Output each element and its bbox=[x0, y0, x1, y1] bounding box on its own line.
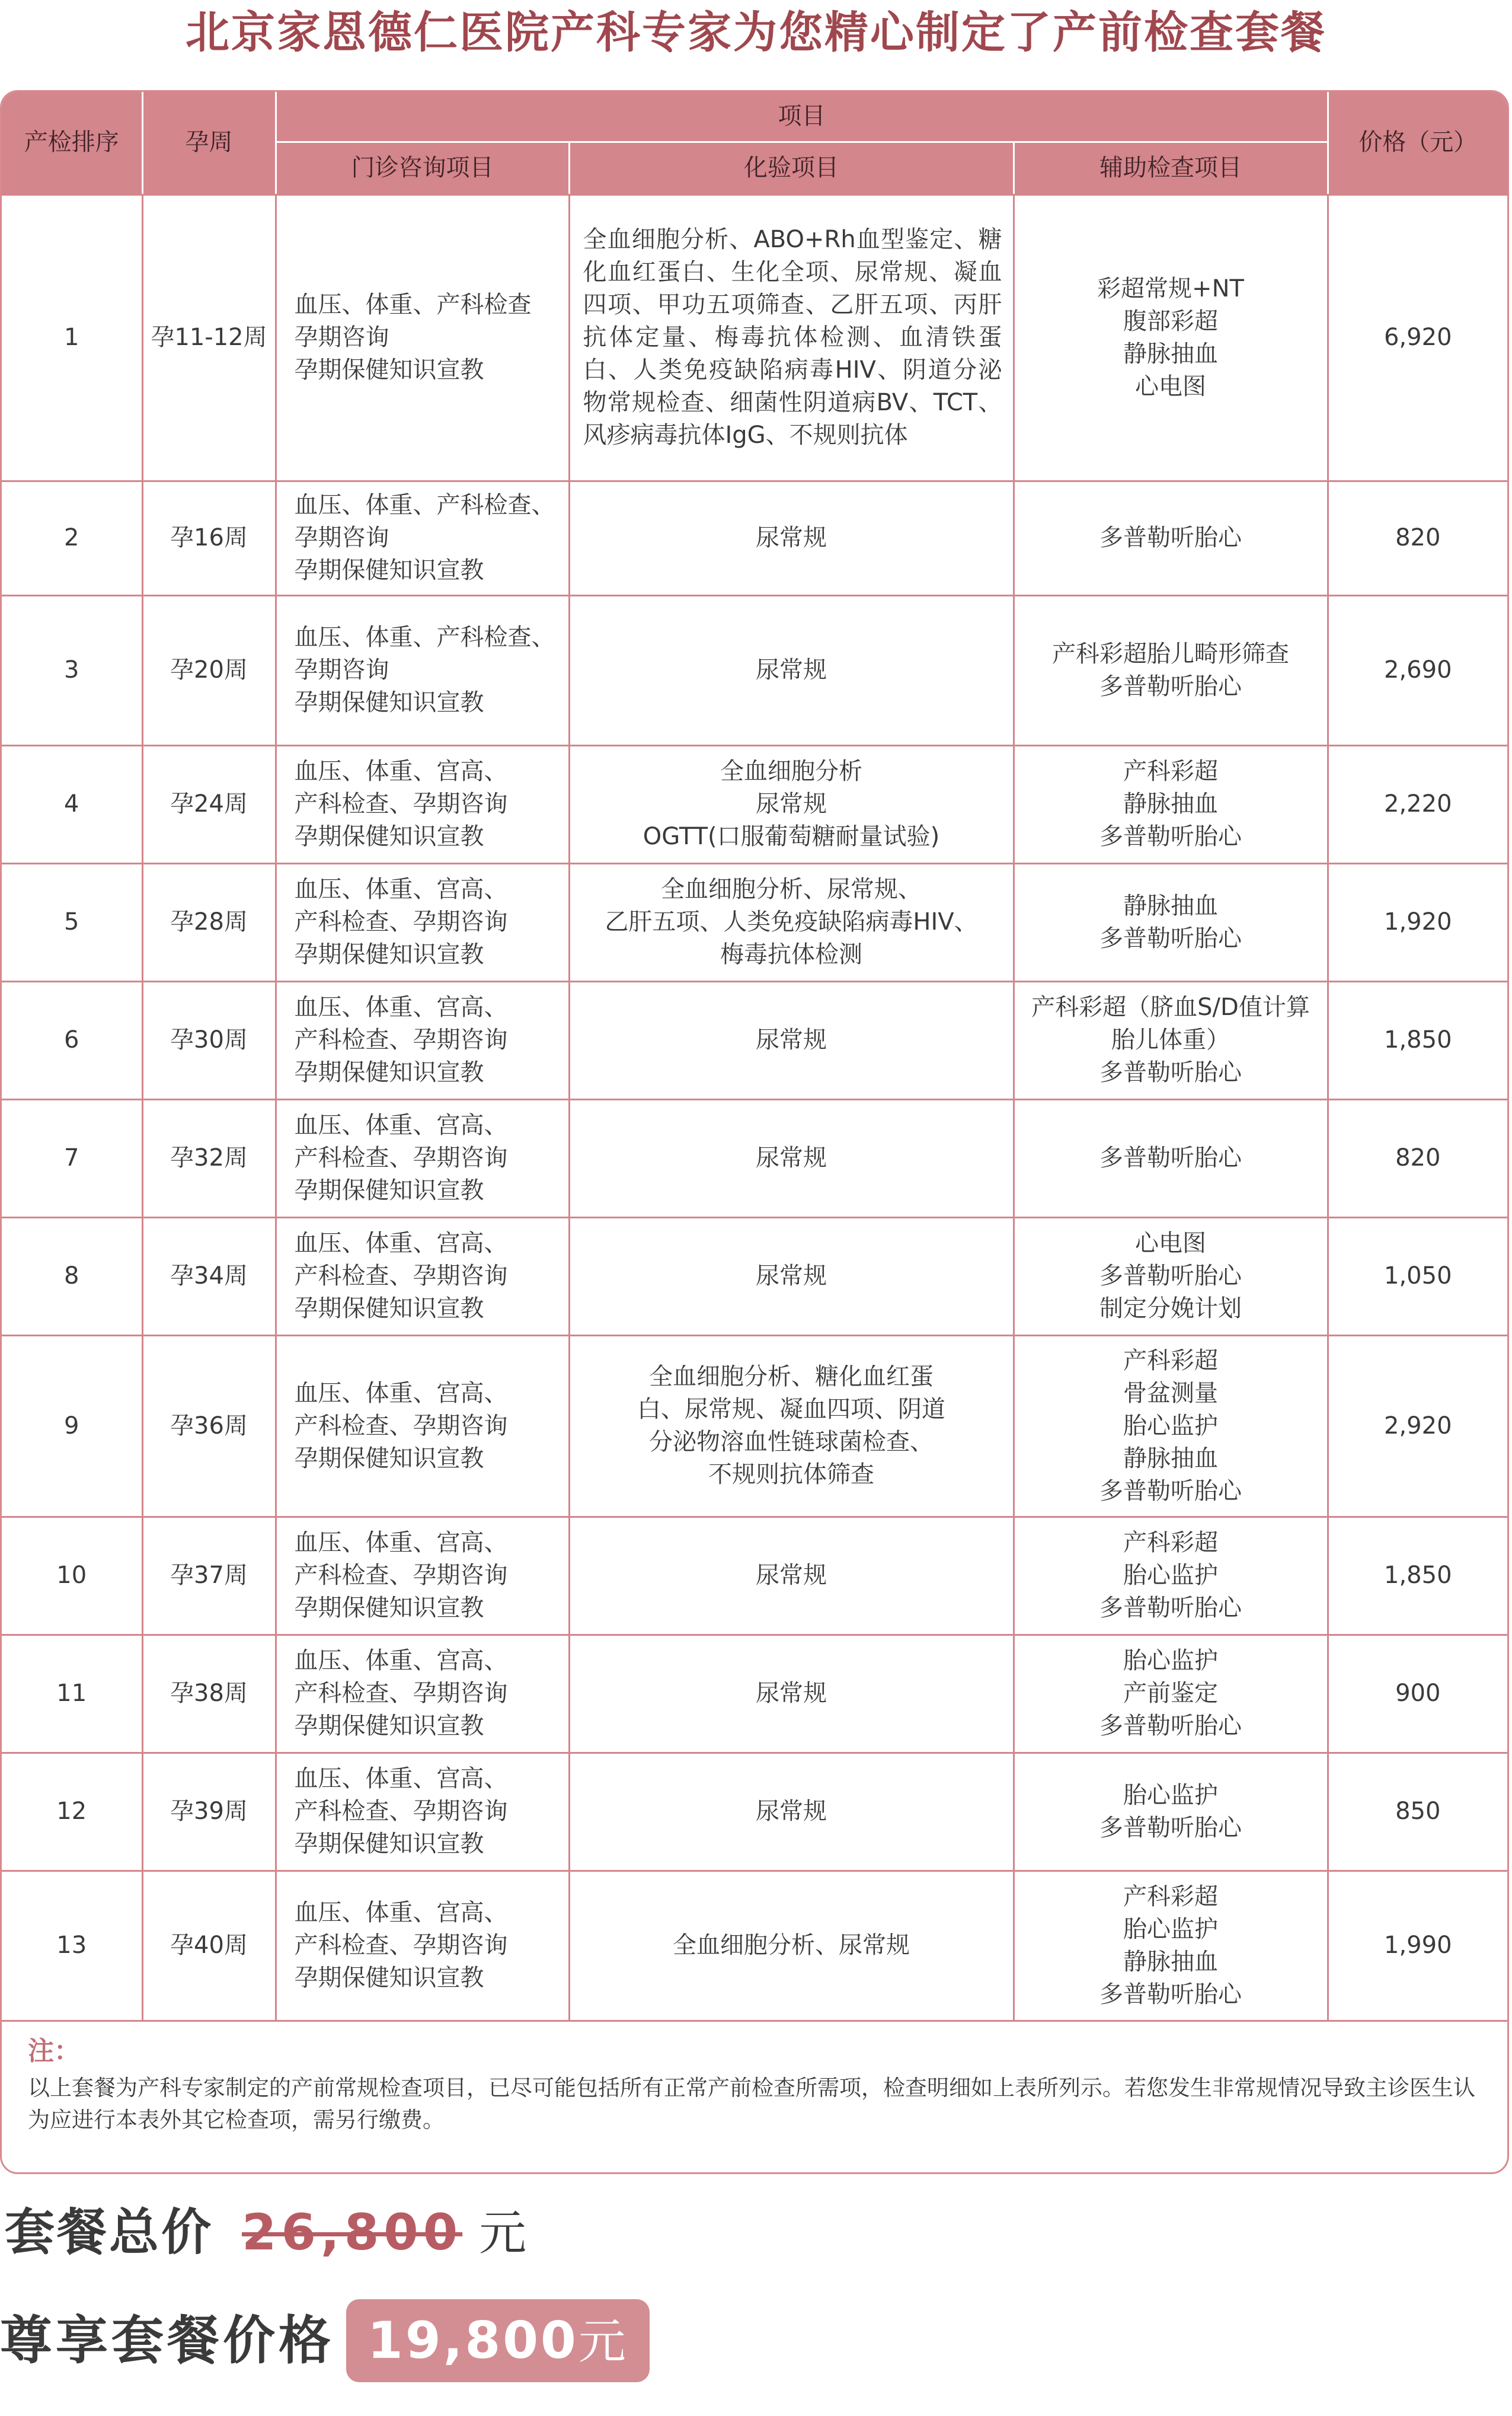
cell-price: 1,990 bbox=[1328, 1871, 1507, 2021]
cell-consult-line: 血压、体重、宫高、 bbox=[294, 1647, 508, 1674]
cell-aux-line: 多普勒听胎心 bbox=[1099, 672, 1242, 700]
cell-consult-line: 产科检查、孕期咨询 bbox=[294, 1798, 508, 1825]
cell-aux bbox=[1014, 1517, 1328, 1635]
cell-order: 1 bbox=[2, 194, 142, 481]
total-label: 套餐总价 bbox=[5, 2203, 214, 2261]
header-order: 产检排序 bbox=[2, 92, 142, 194]
cell-week: 孕24周 bbox=[142, 745, 276, 863]
cell-aux-line: 静脉抽血 bbox=[1123, 790, 1218, 818]
header-items: 项目 bbox=[276, 92, 1328, 142]
table-row bbox=[2, 1099, 1507, 1217]
cell-lab-line: 不规则抗体筛查 bbox=[708, 1461, 874, 1488]
cell-lab-line: 全血细胞分析、糖化血红蛋 bbox=[649, 1363, 934, 1390]
cell-consult-line: 血压、体重、宫高、 bbox=[294, 1765, 508, 1792]
cell-week: 孕36周 bbox=[142, 1335, 276, 1517]
table-row bbox=[2, 194, 1507, 481]
cell-price: 2,690 bbox=[1328, 595, 1507, 745]
cell-order: 2 bbox=[2, 481, 142, 595]
cell-price: 1,050 bbox=[1328, 1217, 1507, 1335]
cell-aux-line: 静脉抽血 bbox=[1123, 892, 1218, 920]
table-row bbox=[2, 1871, 1507, 2021]
cell-consult-line: 产科检查、孕期咨询 bbox=[294, 1680, 508, 1707]
cell-aux bbox=[1014, 863, 1328, 981]
cell-consult-line: 血压、体重、宫高、 bbox=[294, 1112, 508, 1139]
cell-consult-line: 孕期咨询 bbox=[294, 324, 389, 351]
cell-aux bbox=[1014, 481, 1328, 595]
cell-consult bbox=[276, 981, 569, 1099]
header-price: 价格（元） bbox=[1328, 92, 1507, 194]
cell-price: 820 bbox=[1328, 1099, 1507, 1217]
cell-price: 2,220 bbox=[1328, 745, 1507, 863]
cell-consult-line: 血压、体重、宫高、 bbox=[294, 1899, 508, 1926]
cell-aux-line: 产科彩超（脐血S/D值计算 bbox=[1031, 994, 1310, 1021]
cell-consult-line: 孕期保健知识宣教 bbox=[294, 689, 484, 716]
cell-aux-line: 胎儿体重） bbox=[1111, 1026, 1230, 1054]
note-title: 注： bbox=[28, 2036, 80, 2066]
cell-consult bbox=[276, 1871, 569, 2021]
header-consult: 门诊咨询项目 bbox=[276, 142, 569, 194]
cell-week: 孕20周 bbox=[142, 595, 276, 745]
cell-aux-line: 产科彩超 bbox=[1123, 758, 1218, 785]
cell-consult-line: 孕期保健知识宣教 bbox=[294, 1059, 484, 1086]
cell-aux bbox=[1014, 981, 1328, 1099]
cell-week: 孕38周 bbox=[142, 1635, 276, 1753]
cell-consult-line: 产科检查、孕期咨询 bbox=[294, 1562, 508, 1589]
cell-consult-line: 血压、体重、产科检查 bbox=[294, 291, 532, 318]
cell-consult bbox=[276, 1335, 569, 1517]
cell-consult bbox=[276, 1099, 569, 1217]
cell-consult-line: 产科检查、孕期咨询 bbox=[294, 908, 508, 936]
cell-consult-line: 孕期保健知识宣教 bbox=[294, 823, 484, 850]
cell-consult-line: 血压、体重、宫高、 bbox=[294, 876, 508, 903]
cell-order: 12 bbox=[2, 1753, 142, 1871]
cell-lab: 尿常规 bbox=[569, 1217, 1014, 1335]
cell-aux-line: 多普勒听胎心 bbox=[1099, 524, 1242, 551]
cell-order: 4 bbox=[2, 745, 142, 863]
cell-lab: 尿常规 bbox=[569, 1099, 1014, 1217]
cell-aux bbox=[1014, 745, 1328, 863]
total-original-price: 26,800 bbox=[242, 2203, 463, 2261]
package-panel bbox=[0, 90, 1509, 2174]
cell-week: 孕32周 bbox=[142, 1099, 276, 1217]
cell-price: 1,850 bbox=[1328, 1517, 1507, 1635]
note-text: 以上套餐为产科专家制定的产前常规检查项目，已尽可能包括所有正常产前检查所需项，检查明细如上表所列示。若您发生非常规情况导致主诊医生认为应进行本表外其它检查项，需另行缴费。 bbox=[28, 2075, 1475, 2133]
cell-aux bbox=[1014, 595, 1328, 745]
header-aux: 辅助检查项目 bbox=[1014, 142, 1328, 194]
cell-price: 6,920 bbox=[1328, 194, 1507, 481]
cell-aux-line: 胎心监护 bbox=[1123, 1781, 1218, 1809]
cell-aux-line: 腹部彩超 bbox=[1123, 307, 1218, 335]
page-title: 北京家恩德仁医院产科专家为您精心制定了产前检查套餐 bbox=[186, 7, 1326, 58]
cell-aux-line: 产前鉴定 bbox=[1123, 1680, 1218, 1707]
cell-price: 2,920 bbox=[1328, 1335, 1507, 1517]
cell-week: 孕40周 bbox=[142, 1871, 276, 2021]
header-week: 孕周 bbox=[142, 92, 276, 194]
cell-aux-line: 胎心监护 bbox=[1123, 1647, 1218, 1674]
cell-price: 900 bbox=[1328, 1635, 1507, 1753]
cell-aux bbox=[1014, 194, 1328, 481]
cell-aux-line: 骨盆测量 bbox=[1123, 1379, 1218, 1407]
cell-lab: 尿常规 bbox=[569, 1517, 1014, 1635]
cell-lab: 尿常规 bbox=[569, 1753, 1014, 1871]
cell-consult bbox=[276, 194, 569, 481]
cell-order: 9 bbox=[2, 1335, 142, 1517]
cell-aux-line: 彩超常规+NT bbox=[1097, 275, 1244, 302]
cell-order: 10 bbox=[2, 1517, 142, 1635]
cell-aux-line: 多普勒听胎心 bbox=[1099, 1262, 1242, 1290]
cell-lab: 全血细胞分析、尿常规 bbox=[569, 1871, 1014, 2021]
cell-aux-line: 胎心监护 bbox=[1123, 1562, 1218, 1589]
cell-week: 孕39周 bbox=[142, 1753, 276, 1871]
cell-consult-line: 血压、体重、宫高、 bbox=[294, 1529, 508, 1556]
cell-consult-line: 孕期咨询 bbox=[294, 524, 389, 551]
cell-lab bbox=[569, 745, 1014, 863]
cell-aux-line: 多普勒听胎心 bbox=[1099, 1144, 1242, 1172]
cell-lab: 尿常规 bbox=[569, 595, 1014, 745]
cell-week: 孕11-12周 bbox=[142, 194, 276, 481]
cell-aux-line: 心电图 bbox=[1135, 372, 1206, 400]
special-price-line bbox=[0, 2299, 650, 2382]
cell-aux bbox=[1014, 1335, 1328, 1517]
cell-week: 孕16周 bbox=[142, 481, 276, 595]
cell-consult-line: 产科检查、孕期咨询 bbox=[294, 1026, 508, 1054]
cell-consult bbox=[276, 481, 569, 595]
cell-consult-line: 产科检查、孕期咨询 bbox=[294, 790, 508, 818]
cell-aux-line: 产科彩超胎儿畸形筛查 bbox=[1052, 640, 1289, 668]
cell-consult bbox=[276, 1635, 569, 1753]
cell-consult bbox=[276, 1217, 569, 1335]
cell-consult-line: 孕期保健知识宣教 bbox=[294, 1444, 484, 1472]
table-row bbox=[2, 1753, 1507, 1871]
cell-consult-line: 血压、体重、宫高、 bbox=[294, 1230, 508, 1257]
cell-lab-line: 全血细胞分析、尿常规、 bbox=[661, 876, 922, 903]
cell-aux-line: 静脉抽血 bbox=[1123, 1444, 1218, 1472]
cell-consult bbox=[276, 1753, 569, 1871]
cell-lab: 全血细胞分析、ABO+Rh血型鉴定、糖化血红蛋白、生化全项、尿常规、凝血四项、甲功五项筛查、乙肝五项、丙肝抗体定量、梅毒抗体检测、血清铁蛋白、人类免疫缺陷病毒HIV、阴道分泌物常规检查、细菌性阴道病BV、TCT、风疹病毒抗体IgG、不规则抗体 bbox=[569, 194, 1014, 481]
cell-consult-line: 产科检查、孕期咨询 bbox=[294, 1144, 508, 1172]
cell-aux-line: 多普勒听胎心 bbox=[1099, 1477, 1242, 1505]
cell-aux-line: 胎心监护 bbox=[1123, 1412, 1218, 1440]
cell-consult-line: 孕期咨询 bbox=[294, 656, 389, 684]
cell-order: 5 bbox=[2, 863, 142, 981]
cell-price: 1,920 bbox=[1328, 863, 1507, 981]
cell-lab-line: 分泌物溶血性链球菌检查、 bbox=[649, 1428, 934, 1456]
cell-order: 8 bbox=[2, 1217, 142, 1335]
cell-aux-line: 产科彩超 bbox=[1123, 1882, 1218, 1910]
cell-week: 孕28周 bbox=[142, 863, 276, 981]
cell-lab: 尿常规 bbox=[569, 481, 1014, 595]
cell-aux-line: 制定分娩计划 bbox=[1099, 1295, 1242, 1322]
cell-aux-line: 多普勒听胎心 bbox=[1099, 823, 1242, 850]
cell-aux-line: 产科彩超 bbox=[1123, 1346, 1218, 1374]
cell-lab-line: 尿常规 bbox=[756, 790, 827, 818]
cell-aux-line: 静脉抽血 bbox=[1123, 1948, 1218, 1975]
cell-aux-line: 心电图 bbox=[1135, 1230, 1206, 1257]
cell-consult bbox=[276, 595, 569, 745]
cell-lab-line: 白、尿常规、凝血四项、阴道 bbox=[637, 1396, 945, 1423]
cell-order: 3 bbox=[2, 595, 142, 745]
special-price-badge bbox=[346, 2299, 650, 2382]
table-row bbox=[2, 863, 1507, 981]
cell-lab-line: 全血细胞分析 bbox=[720, 758, 862, 785]
cell-consult-line: 孕期保健知识宣教 bbox=[294, 1177, 484, 1204]
cell-consult-line: 孕期保健知识宣教 bbox=[294, 1295, 484, 1322]
table-row bbox=[2, 1335, 1507, 1517]
cell-aux-line: 静脉抽血 bbox=[1123, 340, 1218, 368]
table-row bbox=[2, 1517, 1507, 1635]
cell-consult-line: 血压、体重、产科检查、 bbox=[294, 492, 555, 519]
cell-consult-line: 孕期保健知识宣教 bbox=[294, 1712, 484, 1740]
cell-order: 6 bbox=[2, 981, 142, 1099]
table-row bbox=[2, 1217, 1507, 1335]
table-row bbox=[2, 981, 1507, 1099]
cell-consult-line: 血压、体重、宫高、 bbox=[294, 994, 508, 1021]
cell-aux bbox=[1014, 1099, 1328, 1217]
cell-lab-line: OGTT(口服葡萄糖耐量试验) bbox=[642, 823, 940, 850]
cell-aux-line: 多普勒听胎心 bbox=[1099, 1712, 1242, 1740]
cell-price: 1,850 bbox=[1328, 981, 1507, 1099]
cell-lab: 尿常规 bbox=[569, 981, 1014, 1099]
cell-price: 820 bbox=[1328, 481, 1507, 595]
cell-consult-line: 产科检查、孕期咨询 bbox=[294, 1262, 508, 1290]
cell-aux-line: 多普勒听胎心 bbox=[1099, 1594, 1242, 1622]
cell-consult-line: 孕期保健知识宣教 bbox=[294, 1594, 484, 1622]
cell-aux bbox=[1014, 1635, 1328, 1753]
special-label: 尊享套餐价格 bbox=[0, 2310, 335, 2371]
cell-aux-line: 多普勒听胎心 bbox=[1099, 1814, 1242, 1841]
cell-consult-line: 产科检查、孕期咨询 bbox=[294, 1932, 508, 1959]
total-unit: 元 bbox=[479, 2206, 529, 2261]
cell-consult bbox=[276, 745, 569, 863]
cell-consult-line: 血压、体重、宫高、 bbox=[294, 1379, 508, 1407]
cell-aux bbox=[1014, 1871, 1328, 2021]
cell-lab-line: 乙肝五项、人类免疫缺陷病毒HIV、 bbox=[605, 908, 978, 936]
cell-consult-line: 血压、体重、产科检查、 bbox=[294, 624, 555, 651]
cell-aux-line: 产科彩超 bbox=[1123, 1529, 1218, 1556]
cell-consult-line: 孕期保健知识宣教 bbox=[294, 1830, 484, 1858]
cell-consult bbox=[276, 863, 569, 981]
table-row bbox=[2, 595, 1507, 745]
cell-consult-line: 孕期保健知识宣教 bbox=[294, 557, 484, 584]
cell-week: 孕37周 bbox=[142, 1517, 276, 1635]
cell-aux bbox=[1014, 1217, 1328, 1335]
cell-consult-line: 孕期保健知识宣教 bbox=[294, 1964, 484, 1991]
cell-price: 850 bbox=[1328, 1753, 1507, 1871]
cell-aux-line: 胎心监护 bbox=[1123, 1915, 1218, 1943]
cell-consult-line: 产科检查、孕期咨询 bbox=[294, 1412, 508, 1440]
table-row bbox=[2, 1635, 1507, 1753]
cell-week: 孕30周 bbox=[142, 981, 276, 1099]
cell-consult-line: 孕期保健知识宣教 bbox=[294, 356, 484, 384]
cell-consult-line: 孕期保健知识宣教 bbox=[294, 941, 484, 968]
cell-aux bbox=[1014, 1753, 1328, 1871]
header-lab: 化验项目 bbox=[569, 142, 1014, 194]
cell-lab bbox=[569, 863, 1014, 981]
cell-order: 13 bbox=[2, 1871, 142, 2021]
cell-lab bbox=[569, 1335, 1014, 1517]
cell-lab: 尿常规 bbox=[569, 1635, 1014, 1753]
table-row bbox=[2, 745, 1507, 863]
cell-aux-line: 多普勒听胎心 bbox=[1099, 1980, 1242, 2008]
cell-order: 7 bbox=[2, 1099, 142, 1217]
package-table bbox=[2, 92, 1507, 2022]
cell-lab-line: 梅毒抗体检测 bbox=[720, 941, 862, 968]
cell-order: 11 bbox=[2, 1635, 142, 1753]
table-body bbox=[2, 194, 1507, 2021]
special-price-unit: 元 bbox=[578, 2314, 628, 2369]
table-row bbox=[2, 481, 1507, 595]
cell-aux-line: 多普勒听胎心 bbox=[1099, 1059, 1242, 1086]
cell-aux-line: 多普勒听胎心 bbox=[1099, 924, 1242, 952]
special-price-value: 19,800 bbox=[367, 2311, 578, 2370]
cell-consult bbox=[276, 1517, 569, 1635]
cell-week: 孕34周 bbox=[142, 1217, 276, 1335]
note-section bbox=[2, 2031, 1507, 2136]
cell-consult-line: 血压、体重、宫高、 bbox=[294, 758, 508, 785]
total-price-line bbox=[5, 2194, 529, 2271]
